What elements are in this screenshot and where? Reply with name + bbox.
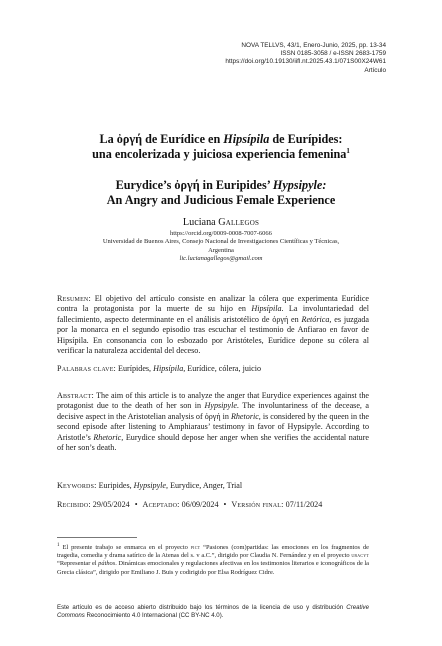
- abstract-en-italic: Rhetoric,: [93, 432, 124, 442]
- title-english: [40, 178, 402, 207]
- title-es-text: La ὀργή de Eurídice en: [99, 132, 224, 146]
- abstract-en-text: Eurydice should depose her anger when she verifies the accidental nature of her son’s death.: [57, 432, 370, 453]
- abstract-es-text: es juzgada por la monarca en el segundo episodio tras escuchar el testimonio de Anfiarao en favor de Hipsípila. En consonancia con lo esbozado por Aristóteles, Eurídice depone su cólera al verificar la naturaleza accidental del deceso.: [57, 314, 369, 356]
- footnote-reference[interactable]: 1: [346, 146, 350, 155]
- received-date: 29/05/2024: [90, 500, 130, 509]
- title-es-italic: Hipsípila: [223, 132, 270, 146]
- keywords-es-italic: Hipsípila,: [153, 364, 186, 373]
- affiliation: Universidad de Buenos Aires, Consejo Nacional de Investigaciones Científicas y Técnicas,: [102, 238, 340, 246]
- footnote-text: “Pasiones (com)partidas: las emociones en los fragmentos de tragedia, comedia y drama satírico de la Atenas del s. v a.C.”, dirigido por Claudia N. Fernández y en el proyecto: [57, 544, 369, 560]
- keywords-en-label: Keywords:: [57, 481, 97, 490]
- author-first-name: Luciana: [182, 217, 216, 228]
- title-en-line2: An Angry and Judicious Female Experience: [106, 192, 336, 207]
- title-en-text: Eurydice’s ὀργή in Euripides’: [115, 178, 273, 192]
- keywords-es-label: Palabras clave:: [57, 364, 117, 373]
- license-notice: [57, 604, 369, 620]
- abstract-en-italic: Hypsipyle: [204, 401, 237, 411]
- title-es-line2: una encolerizada y juiciosa experiencia femenina: [92, 146, 347, 161]
- country: Argentina: [208, 246, 234, 254]
- abstract-english: [57, 391, 369, 453]
- journal-citation: NOVA TELLVS, 43/1, Enero-Junio, 2025, pp. 13-34: [241, 42, 386, 49]
- publication-dates: [57, 500, 369, 510]
- abstract-es-italic: Hipsípila: [251, 304, 282, 314]
- received-label: Recibido:: [57, 500, 91, 509]
- keywords-es-text: Eurídice, cólera, juicio: [185, 364, 261, 373]
- keywords-en-text: Euripides,: [96, 481, 134, 490]
- article-type: Artículo: [364, 66, 386, 74]
- abstract-es-text: El objetivo del artículo consiste en analizar la cólera que experimenta Eurídice contra la protagonista por la muerte de su hijo en: [57, 294, 369, 314]
- footnote-text: El presente trabajo se enmarca en el proyecto: [59, 544, 191, 551]
- doi-link[interactable]: https://doi.org/10.19130/iifl.nt.2025.43.1/071S00X24W61: [225, 58, 386, 66]
- accepted-label: Aceptado:: [142, 500, 180, 509]
- footnote-mark: 1: [57, 542, 60, 548]
- keywords-en-text: Eurydice, Anger, Trial: [168, 481, 243, 490]
- keywords-english: [57, 481, 369, 491]
- footnote-acronym: ubacyt: [351, 552, 369, 560]
- license-text: Este artículo es de acceso abierto distribuido bajo los términos de la licencia de uso y distribución: [57, 604, 347, 611]
- author-name: [40, 217, 402, 229]
- license-text: Reconocimiento 4.0 Internacional (CC BY-NC 4.0).: [84, 612, 224, 619]
- keywords-en-italic: Hypsipyle,: [133, 481, 169, 490]
- footnote-1: [57, 544, 369, 577]
- abstract-es-label: Resumen:: [57, 294, 91, 303]
- email-link[interactable]: lic.lucianagallegos@gmail.com: [179, 254, 263, 262]
- keywords-es-text: Eurípides,: [116, 364, 154, 373]
- footnote-text: “Representar el: [57, 560, 99, 568]
- abstract-en-label: Abstract:: [57, 391, 94, 400]
- final-version-date: 07/11/2024: [283, 500, 323, 509]
- footnote-italic: páthos: [98, 560, 116, 568]
- title-es-text-end: de Eurípides:: [269, 132, 343, 146]
- author-block: [40, 217, 402, 263]
- issn-line: ISSN 0185-3058 / e-ISSN 2683-1759: [280, 50, 386, 58]
- accepted-date: 06/09/2024: [179, 500, 219, 509]
- orcid-link[interactable]: https://orcid.org/0009-0008-7007-6066: [170, 230, 272, 237]
- abstract-es-italic: Retórica,: [301, 314, 332, 324]
- license-link[interactable]: Creative Commons: [57, 604, 369, 619]
- author-last-name: Gallegos: [218, 217, 260, 228]
- abstract-en-text: is considered by the queen in the second episode after listening to Amphiaraus’ testimony in favor of Hypsipyle. According to Aristotle’s: [57, 411, 369, 442]
- bullet-separator: •: [134, 500, 138, 509]
- abstract-es-text: . La involuntariedad del fallecimiento, aspecto determinante en el análisis aristotélico de ὀργή en: [57, 304, 369, 324]
- footnote-acronym: pict: [190, 544, 201, 551]
- bullet-separator: •: [223, 500, 227, 509]
- footnote-divider: [57, 537, 137, 538]
- abstract-en-text: . The involuntariness of the decease, a decisive aspect in the Aristotelian analysis of ὀργή in: [57, 401, 369, 421]
- abstract-spanish: [57, 294, 369, 356]
- footnote-text: . Dinámicas emocionales y regulaciones afectivas en los testimonios literarios e iconográficos de la Grecia clásica”, dirigido por Emiliano J. Buis y codirigido por Elsa Rodríguez Cidre.: [57, 560, 369, 576]
- title-spanish: [40, 132, 402, 161]
- keywords-spanish: [57, 364, 369, 374]
- title-en-italic: Hypsipyle:: [272, 178, 327, 192]
- journal-header: [86, 42, 386, 75]
- final-version-label: Versión final:: [231, 500, 284, 509]
- abstract-en-italic: Rhetoric,: [230, 411, 261, 421]
- abstract-en-text: The aim of this article is to analyze the anger that Eurydice experiences against the protagonist due to the death of her son in: [57, 391, 369, 411]
